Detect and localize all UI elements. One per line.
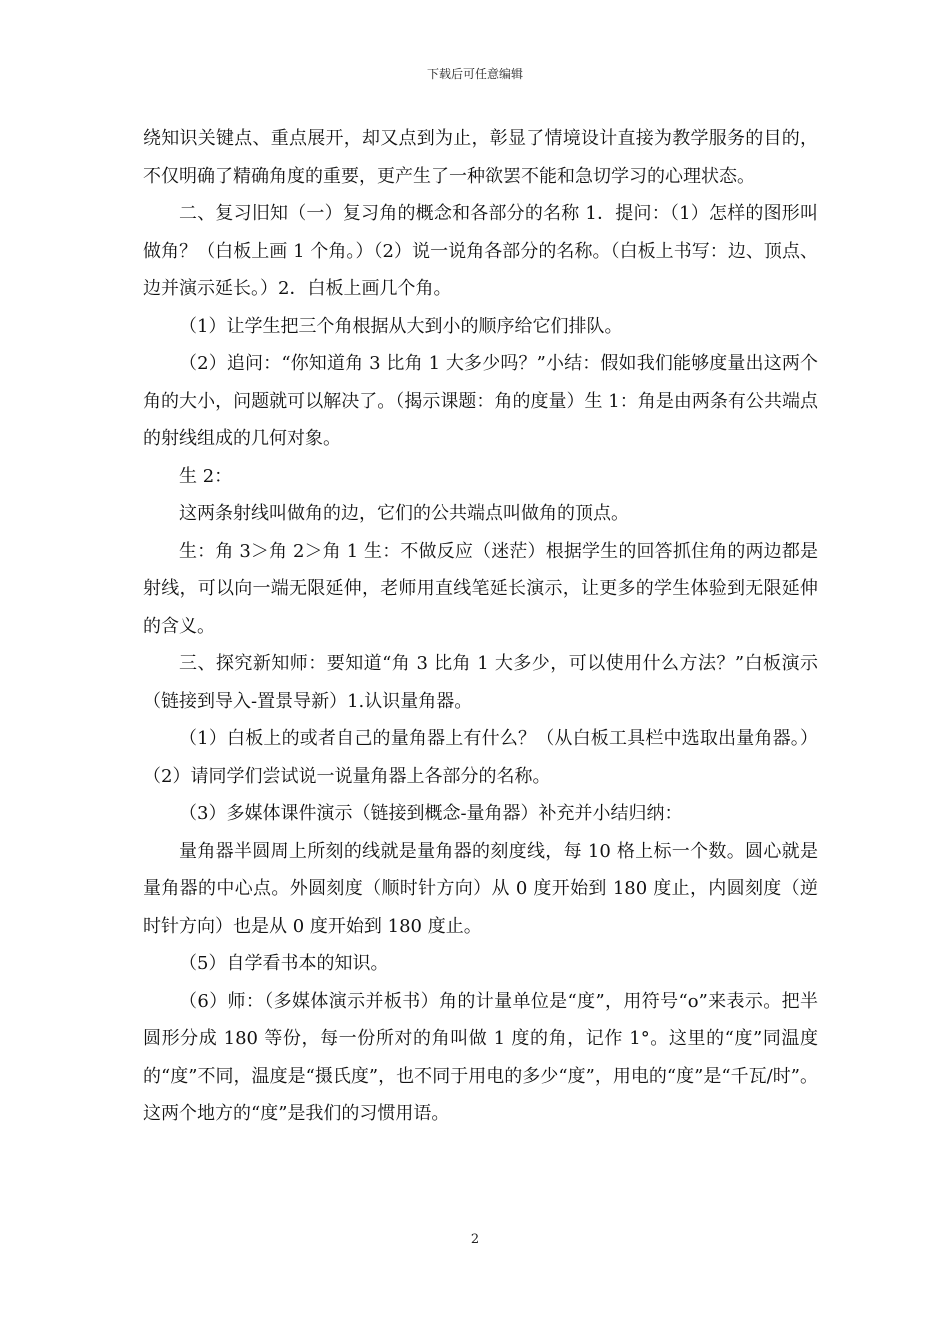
- document-body: [143, 120, 818, 1133]
- paragraph-review: 二、复习旧知（一）复习角的概念和各部分的名称 1．提问：（1）怎样的图形叫做角？（白板上画 1 个角。）（2）说一说角各部分的名称。（白板上书写：边、顶点、边并演示延长。）2．白板上画几个角。: [143, 203, 818, 299]
- paragraph-multimedia: （3）多媒体课件演示（链接到概念-量角器）补充并小结归纳：: [179, 803, 683, 824]
- page-header: 下载后可任意编辑: [426, 67, 523, 81]
- page-number: 2: [470, 1232, 480, 1247]
- paragraph-degree-unit: （6）师：（多媒体演示并板书）角的计量单位是“度”，用符号“o”来表示。把半圆形分成 180 等份，每一份所对的角叫做 1 度的角，记作 1°。这里的“度”同温度的“度”不同，温度是“摄氏度”，也不同于用电的多少“度”，用电的“度”是“千瓦/时”。这两个地方的“度”是我们的习惯用语。: [143, 990, 818, 1124]
- paragraph-follow-up: （2）追问：“你知道角 3 比角 1 大多少吗？”小结：假如我们能够度量出这两个角的大小，问题就可以解决了。（揭示课题：角的度量）生 1：角是由两条有公共端点的射线组成的几何对象。: [143, 353, 818, 449]
- paragraph-protractor-parts: （1）白板上的或者自己的量角器上有什么？（从白板工具栏中选取出量角器。）（2）请同学们尝试说一说量角器上各部分的名称。: [143, 728, 818, 787]
- paragraph-self-study: （5）自学看书本的知识。: [179, 953, 389, 974]
- paragraph-continuation: 绕知识关键点、重点展开，却又点到为止，彰显了情境设计直接为教学服务的目的，不仅明确了精确角度的重要，更产生了一种欲罢不能和急切学习的心理状态。: [143, 128, 818, 187]
- paragraph-explore: 三、探究新知师：要知道“角 3 比角 1 大多少，可以使用什么方法？”白板演示（链接到导入-置景导新）1.认识量角器。: [143, 653, 818, 712]
- paragraph-rays: 这两条射线叫做角的边，它们的公共端点叫做角的顶点。: [179, 503, 629, 524]
- paragraph-student-2: 生 2：: [179, 465, 233, 487]
- paragraph-compare: 生：角 3＞角 2＞角 1 生：不做反应（迷茫）根据学生的回答抓住角的两边都是射线，可以向一端无限延伸，老师用直线笔延长演示，让更多的学生体验到无限延伸的含义。: [143, 540, 818, 637]
- paragraph-sort-angles: （1）让学生把三个角根据从大到小的顺序给它们排队。: [179, 315, 623, 337]
- paragraph-scale: 量角器半圆周上所刻的线就是量角器的刻度线，每 10 格上标一个数。圆心就是量角器的中心点。外圆刻度（顺时针方向）从 0 度开始到 180 度止，内圆刻度（逆时针方向）也是从 0 度开始到 180 度止。: [143, 840, 818, 937]
